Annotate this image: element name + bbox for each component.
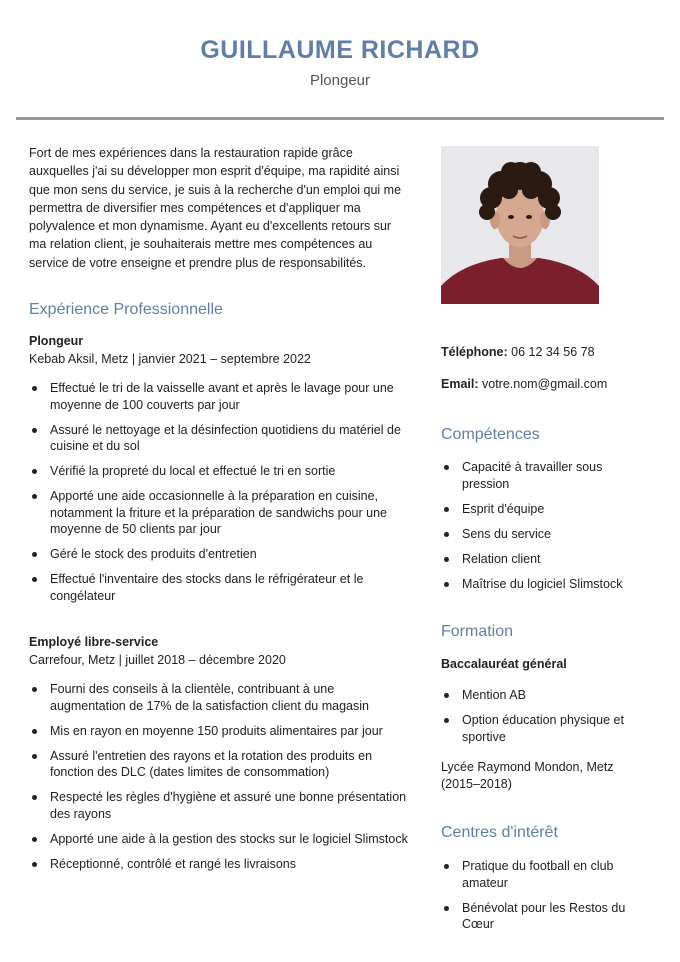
list-item: Réceptionné, contrôlé et rangé les livraisons [29, 856, 411, 873]
job-entry [29, 332, 411, 604]
list-item: Esprit d'équipe [441, 501, 651, 518]
profile-photo [441, 146, 599, 304]
email-line [441, 375, 651, 393]
experience-section-title: Expérience Professionnelle [29, 301, 223, 319]
list-item: Assuré le nettoyage et la désinfection quotidiens du matériel de cuisine et du sol [29, 422, 411, 455]
left-column [29, 144, 411, 881]
list-item: Capacité à travailler sous pression [441, 459, 651, 492]
list-item: Géré le stock des produits d'entretien [29, 546, 411, 563]
list-item: Mis en rayon en moyenne 150 produits alimentaires par jour [29, 723, 411, 740]
header-divider [16, 117, 664, 120]
job-bullets [29, 681, 411, 872]
list-item: Relation client [441, 551, 651, 568]
candidate-job-title: Plongeur [309, 72, 371, 89]
list-item: Mention AB [441, 687, 651, 704]
school-name: Lycée Raymond Mondon, Metz (2015–2018) [441, 760, 614, 791]
list-item: Maîtrise du logiciel Slimstock [441, 576, 651, 593]
job-title: Employé libre-service [29, 635, 159, 650]
list-item: Sens du service [441, 526, 651, 543]
list-item: Effectué le tri de la vaisselle avant et après le lavage pour une moyenne de 100 couverts par jour [29, 380, 411, 413]
phone-line [441, 343, 651, 361]
list-item: Apporté une aide occasionnelle à la préparation en cuisine, notamment la friture et la préparation de sandwichs pour une moyenne de 50 clients par jour [29, 488, 411, 538]
list-item: Apporté une aide à la gestion des stocks sur le logiciel Slimstock [29, 831, 411, 848]
list-item: Respecté les règles d'hygiène et assuré une bonne présentation des rayons [29, 789, 411, 822]
list-item: Vérifié la propreté du local et effectué le tri en sortie [29, 463, 411, 480]
job-entry [29, 633, 411, 872]
right-column [441, 146, 651, 941]
list-item: Pratique du football en club amateur [441, 858, 651, 891]
list-item: Effectué l'inventaire des stocks dans le réfrigérateur et le congélateur [29, 571, 411, 604]
email-label: Email: [441, 377, 479, 391]
list-item: Assuré l'entretien des rayons et la rotation des produits en fonction des DLC (dates limites de consommation) [29, 748, 411, 781]
phone-label: Téléphone: [441, 345, 508, 359]
candidate-name: GUILLAUME RICHARD [200, 36, 480, 64]
education-section-title: Formation [441, 623, 514, 640]
profile-summary: Fort de mes expériences dans la restauration rapide grâce auxquelles j'ai su développer mon esprit d'équipe, ma rapidité ainsi que mon sens du service, je suis à la recherche d'un emploi qui me permettra de diversifier mes compétences et d'appliquer ma polyvalence et mon dynamisme. Ayant eu d'excellents retours sur ma relation client, je souhaiterais mettre mes compétences au service de votre enseigne et prendre plus de responsabilités. [29, 146, 402, 270]
skills-list [441, 459, 651, 592]
job-bullets [29, 380, 411, 604]
portrait-image [441, 146, 599, 304]
education-list [441, 687, 651, 745]
phone-value: 06 12 34 56 78 [511, 345, 595, 359]
interests-list [441, 858, 651, 933]
degree-title: Baccalauréat général [441, 657, 567, 671]
list-item: Fourni des conseils à la clientèle, contribuant à une augmentation de 17% de la satisfaction client du magasin [29, 681, 411, 714]
list-item: Option éducation physique et sportive [441, 712, 651, 745]
interests-section-title: Centres d'intérêt [441, 824, 558, 841]
job-title: Plongeur [29, 334, 84, 349]
job-employer-dates: Kebab Aksil, Metz | janvier 2021 – septembre 2022 [29, 352, 311, 367]
job-employer-dates: Carrefour, Metz | juillet 2018 – décembre 2020 [29, 653, 286, 668]
resume-header [0, 0, 680, 91]
list-item: Bénévolat pour les Restos du Cœur [441, 900, 651, 933]
skills-section-title: Compétences [441, 426, 540, 443]
email-value: votre.nom@gmail.com [482, 377, 608, 391]
